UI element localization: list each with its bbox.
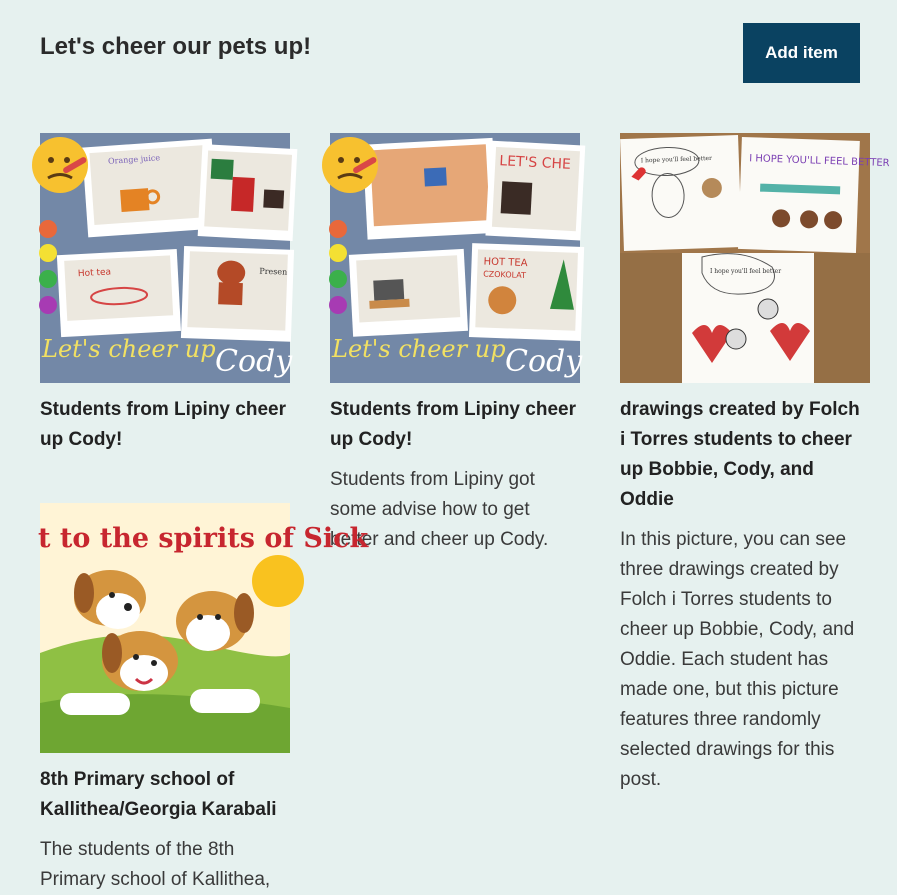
add-item-button[interactable]: Add item [743, 23, 860, 83]
image-text: t to the spirits of Sick [38, 523, 369, 554]
image-text: Let's cheer up [42, 335, 216, 363]
card-title[interactable]: 8th Primary school of Kallithea/Georgia Karabali [40, 769, 277, 820]
card-description: The students of the 8th Primary school of Kallithea, [40, 839, 271, 890]
item-card[interactable] [620, 133, 890, 795]
card-title[interactable]: Students from Lipiny cheer up Cody! [330, 399, 576, 450]
page-title: Let's cheer our pets up! [40, 33, 312, 60]
card-image[interactable] [620, 133, 890, 383]
item-card[interactable] [40, 133, 293, 455]
svg-text:Orange juice: Orange juice [107, 153, 161, 166]
card-image[interactable] [330, 133, 583, 383]
card-description: In this picture, you can see three drawings created by Folch i Torres students to cheer up Bobbie, Cody, and Oddie. Each student has made one, but this picture features three randomly selected drawings for this post. [620, 529, 855, 790]
image-text: Cody [215, 344, 293, 379]
image-text: I hope you'll feel better [640, 154, 713, 165]
image-text: CZOKOLAT [483, 269, 527, 281]
card-title[interactable]: drawings created by Folch i Torres students to cheer up Bobbie, Cody, and Oddie [620, 399, 860, 510]
card-image[interactable] [40, 133, 293, 383]
image-text: I hope you'll feel better [710, 268, 782, 275]
item-card[interactable] [38, 503, 369, 895]
image-text: I HOPE YOU'LL FEEL BETTER [748, 153, 890, 170]
image-text: LET'S CHE [498, 153, 572, 173]
page-header [40, 23, 860, 83]
image-text: Hot tea [77, 267, 112, 280]
image-text: HOT TEA [483, 256, 528, 270]
image-text: Let's cheer up [332, 335, 506, 363]
image-text: Presen [259, 266, 288, 277]
item-card[interactable] [330, 133, 583, 555]
card-image[interactable] [38, 503, 369, 753]
card-description: Students from Lipiny got some advise how to get better and cheer up Cody. [330, 469, 549, 550]
card-title[interactable]: Students from Lipiny cheer up Cody! [40, 399, 286, 450]
image-text: Cody [505, 344, 583, 379]
